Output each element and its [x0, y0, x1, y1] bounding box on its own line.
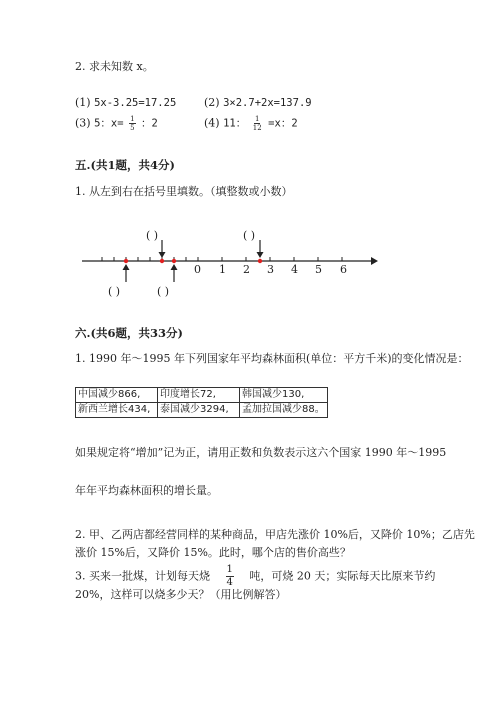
question-1-line-2: 如果规定将“增加”记为正，请用正数和负数表示这六个国家 1990 年～1995	[75, 446, 447, 459]
forest-area-table	[75, 387, 328, 418]
tick-label: 3	[267, 263, 274, 276]
answer-bracket: ( )	[146, 229, 159, 242]
fraction: $\frac{1}{4}$	[226, 564, 233, 588]
equation-text: 11：	[223, 117, 247, 130]
tick-label: 2	[243, 263, 250, 276]
question-3-line-1	[75, 564, 435, 589]
equation-label: (3)	[75, 116, 91, 130]
tick-marks	[102, 257, 342, 261]
answer-bracket: ( )	[108, 285, 121, 298]
equation-label: (4)	[204, 116, 220, 130]
equation-text: 5：x=	[94, 117, 124, 130]
section-5-heading: 五.(共1题，共4分)	[75, 158, 175, 172]
table-row	[76, 403, 328, 418]
section-6-heading: 六.(共6题，共33分)	[75, 326, 183, 340]
answer-bracket: ( )	[157, 285, 170, 298]
number-line	[75, 222, 385, 302]
answer-bracket: ( )	[243, 229, 256, 242]
table-cell: 韩国减少130,	[240, 388, 328, 403]
red-point	[160, 259, 164, 263]
tick-label: 6	[340, 263, 347, 276]
table-row	[76, 388, 328, 403]
equation-label: (1)	[75, 96, 91, 109]
table-cell: 新西兰增长434,	[76, 403, 158, 418]
equation-1	[75, 96, 176, 110]
table-cell: 印度增长72,	[158, 388, 240, 403]
question-2-title: 2. 求未知数 x。	[75, 60, 154, 73]
question-1-line-3: 年年平均森林面积的增长量。	[75, 484, 218, 497]
red-point	[172, 259, 176, 263]
axis-arrow-icon	[371, 257, 378, 265]
section-6-question-1: 1. 1990 年～1995 年下列国家年平均森林面积(单位：平方千米)的变化情况是：	[75, 352, 469, 365]
equation-text: =x：2	[268, 117, 298, 130]
fraction: $\frac{1}{5}$	[130, 115, 135, 132]
tick-label: 4	[291, 263, 298, 276]
red-point	[124, 259, 128, 263]
table-cell: 孟加拉国减少88。	[240, 403, 328, 418]
question-3-text: 吨，可烧 20 天；实际每天比原来节约	[249, 569, 436, 583]
tick-label: 0	[194, 263, 201, 276]
fraction: $\frac{1}{12}$	[252, 115, 262, 132]
equation-4	[204, 115, 298, 132]
tick-label: 1	[219, 263, 226, 276]
question-3-line-2: 20%，这样可以烧多少天？（用比例解答）	[75, 588, 287, 601]
red-point	[258, 259, 262, 263]
table-cell: 中国减少866,	[76, 388, 158, 403]
question-2-line-2: 涨价 15%后，又降价 15%。此时，哪个店的售价高些？	[75, 546, 351, 559]
question-3-text: 3. 买来一批煤，计划每天烧	[75, 569, 210, 583]
table-cell: 泰国减少3294,	[158, 403, 240, 418]
question-2-line-1: 2. 甲、乙两店都经营同样的某种商品，甲店先涨价 10%后，又降价 10%；乙店先	[75, 528, 475, 541]
equation-2	[204, 96, 312, 110]
equation-text: ：2	[141, 117, 158, 130]
section-5-question-1: 1. 从左到右在括号里填数。（填整数或小数）	[75, 185, 293, 198]
equation-3	[75, 115, 158, 132]
tick-label: 5	[315, 263, 322, 276]
equation-label: (2)	[204, 96, 220, 109]
equation-text: 3×2.7+2x=137.9	[223, 97, 312, 109]
equation-text: 5x-3.25=17.25	[94, 97, 177, 109]
